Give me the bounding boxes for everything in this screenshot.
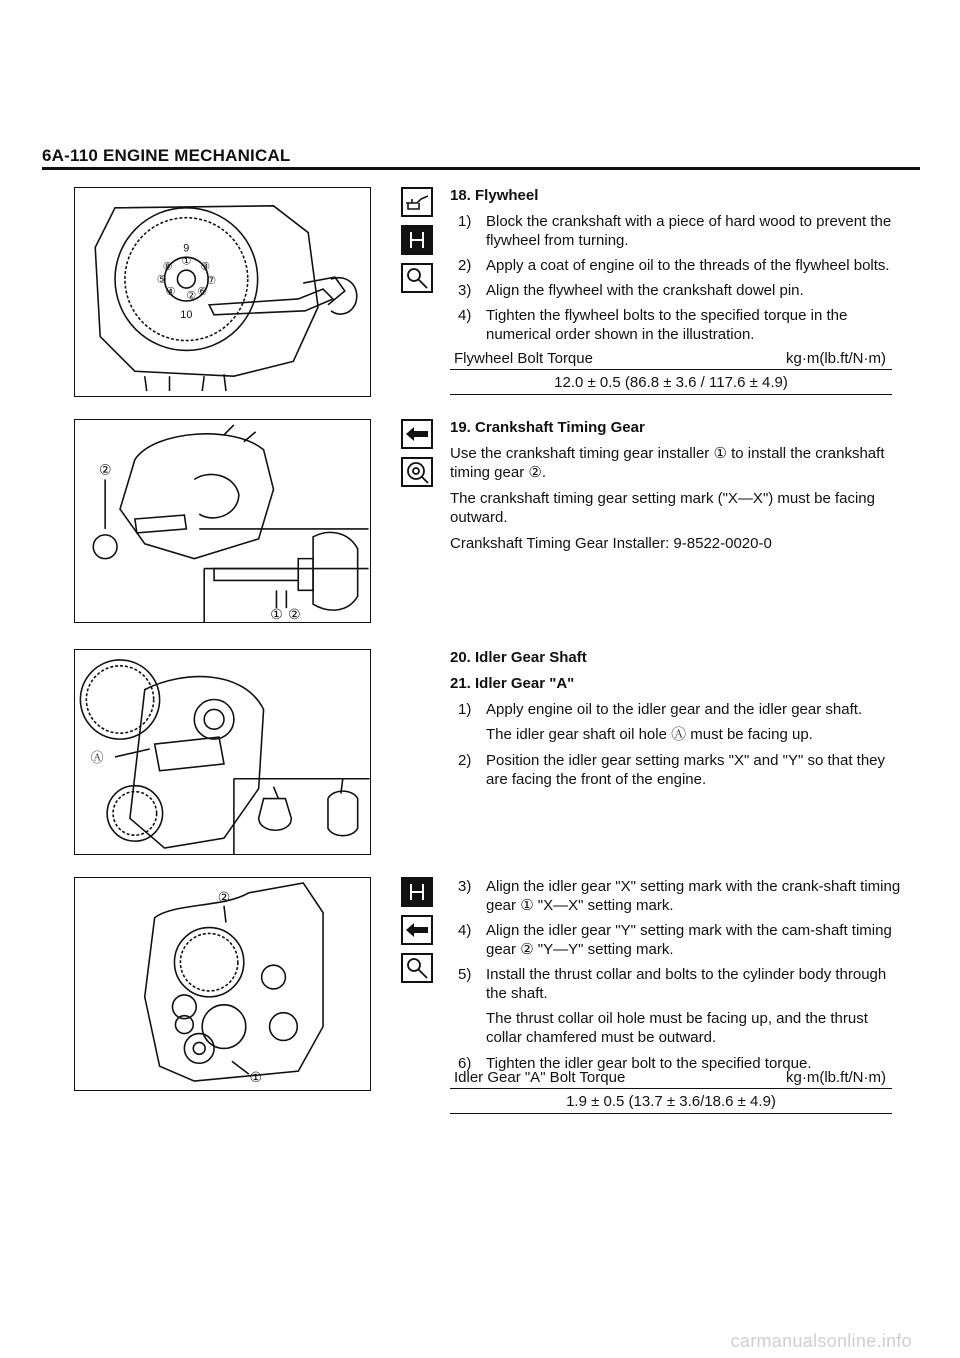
idler-gear-shaft-illustration <box>74 649 371 855</box>
spec-value: 1.9 ± 0.5 (13.7 ± 3.6/18.6 ± 4.9) <box>450 1089 892 1114</box>
oil-can-icon <box>401 187 433 217</box>
step-number: 6) <box>458 1055 472 1072</box>
gear-train-illustration <box>74 877 371 1091</box>
step-note: The thrust collar oil hole must be facing up, and the thrust collar chamfered must be outward. <box>486 1010 868 1046</box>
icons-section-21 <box>401 877 433 991</box>
step-text: Install the thrust collar and bolts to the cylinder body through the shaft. <box>486 966 887 1002</box>
part-label-crankshaft-gear: ① <box>249 1069 262 1086</box>
section-heading: 21. Idler Gear "A" <box>450 675 575 692</box>
part-label-camshaft-gear: ② <box>217 888 231 905</box>
step-text: Block the crankshaft with a piece of hard wood to prevent the flywheel from turning. <box>486 213 892 249</box>
spec-unit: kg·m(lb.ft/N·m) <box>786 1069 886 1086</box>
magnifier-icon <box>401 263 433 293</box>
install-arrow-icon <box>401 419 433 449</box>
spec-label: Flywheel Bolt Torque <box>454 350 593 367</box>
spec-header <box>450 1069 892 1089</box>
step-item <box>450 306 905 344</box>
flywheel-torque-spec <box>450 350 892 395</box>
step-item <box>450 256 905 275</box>
step-number: 1) <box>458 213 472 230</box>
section-crankshaft-timing-gear <box>450 418 905 560</box>
tool-number: Crankshaft Timing Gear Installer: 9-8522-0020-0 <box>450 535 772 552</box>
bolt-label-8: ⑧ <box>162 261 173 274</box>
step-text: Apply a coat of engine oil to the threads of the flywheel bolts. <box>486 257 890 274</box>
bolt-label-2: ② <box>186 289 197 302</box>
step-item <box>450 965 905 1003</box>
bolt-label-3: ③ <box>200 261 211 274</box>
timing-gear-installer-illustration <box>74 419 371 623</box>
section-heading: 18. Flywheel <box>450 187 539 204</box>
bolt-label-9: 9 <box>183 242 190 255</box>
step-number: 3) <box>458 282 472 299</box>
step-note: The idler gear shaft oil hole Ⓐ must be facing up. <box>486 726 813 743</box>
oil-hole-label: Ⓐ <box>90 749 104 765</box>
step-number: 2) <box>458 752 472 769</box>
step-number: 5) <box>458 966 472 983</box>
magnifier-icon <box>401 953 433 983</box>
spec-label: Idler Gear "A" Bolt Torque <box>454 1069 626 1086</box>
section-heading: 19. Crankshaft Timing Gear <box>450 419 645 436</box>
step-text: Tighten the flywheel bolts to the specified torque in the numerical order shown in the illustration. <box>486 307 848 343</box>
step-number: 3) <box>458 878 472 895</box>
spec-header <box>450 350 892 370</box>
page-title: 6A-110 ENGINE MECHANICAL <box>42 146 291 165</box>
paragraph: Use the crankshaft timing gear installer ① to install the crankshaft timing gear ②. <box>450 445 885 481</box>
step-text: Position the idler gear setting marks "X" and "Y" so that they are facing the front of the engine. <box>486 752 886 788</box>
part-label-gear: ② <box>98 461 112 478</box>
section-flywheel <box>450 186 905 350</box>
step-text: Align the idler gear "X" setting mark with the crank-shaft timing gear ① "X—X" setting mark. <box>486 878 901 914</box>
spec-value: 12.0 ± 0.5 (86.8 ± 3.6 / 117.6 ± 4.9) <box>450 370 892 395</box>
step-item <box>450 751 905 789</box>
icons-section-19 <box>401 419 433 495</box>
step-item <box>450 877 905 915</box>
step-number: 2) <box>458 257 472 274</box>
flywheel-illustration <box>74 187 371 397</box>
part-label-installer: ① <box>270 606 283 622</box>
header-rule <box>42 167 920 170</box>
section-idler-gear-shaft <box>450 648 905 795</box>
step-number: 1) <box>458 701 472 718</box>
paragraph: The crankshaft timing gear setting mark ("X—X") must be facing outward. <box>450 490 875 526</box>
bolt-label-7: ⑦ <box>206 275 216 288</box>
step-item <box>450 281 905 300</box>
step-number: 4) <box>458 922 472 939</box>
torque-wrench-icon <box>401 225 433 255</box>
torque-wrench-icon <box>401 877 433 907</box>
section-idler-gear-alignment <box>450 877 905 1079</box>
step-text: Tighten the idler gear bolt to the specified torque. <box>486 1055 812 1072</box>
special-tool-icon <box>401 457 433 487</box>
bolt-label-4: ④ <box>165 285 176 298</box>
watermark: carmanualsonline.info <box>730 1331 912 1351</box>
icons-section-18 <box>401 187 433 301</box>
step-text: Apply engine oil to the idler gear and the idler gear shaft. <box>486 701 863 718</box>
step-item <box>450 921 905 959</box>
install-arrow-icon <box>401 915 433 945</box>
part-label-gear-2: ② <box>288 606 301 622</box>
step-text: Align the flywheel with the crankshaft dowel pin. <box>486 282 804 299</box>
step-number: 4) <box>458 307 472 324</box>
bolt-label-6: ⑥ <box>197 285 208 298</box>
section-heading: 20. Idler Gear Shaft <box>450 649 587 666</box>
idler-gear-torque-spec <box>450 1069 892 1114</box>
step-item <box>450 212 905 250</box>
spec-unit: kg·m(lb.ft/N·m) <box>786 350 886 367</box>
step-item <box>450 700 905 719</box>
step-text: Align the idler gear "Y" setting mark with the cam-shaft timing gear ② "Y—Y" setting mark. <box>486 922 892 958</box>
bolt-label-5: ⑤ <box>156 274 167 287</box>
bolt-label-1: ① <box>181 255 192 268</box>
bolt-label-10: 10 <box>180 308 193 321</box>
